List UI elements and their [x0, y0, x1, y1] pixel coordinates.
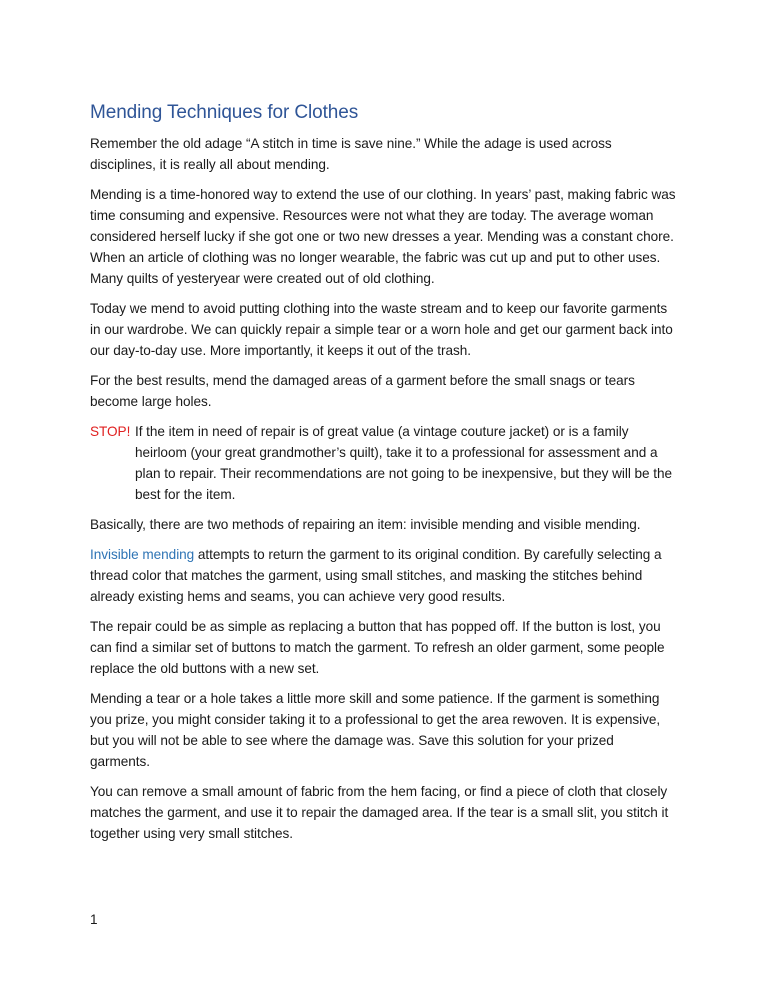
invisible-mending-term: Invisible mending — [90, 547, 195, 562]
stop-label: STOP! — [90, 424, 131, 439]
document-title: Mending Techniques for Clothes — [90, 102, 359, 123]
paragraph-best-results: For the best results, mend the damaged areas of a garment before the small snags or tears become large holes. — [90, 373, 635, 409]
paragraph-hem-facing: You can remove a small amount of fabric from the hem facing, or find a piece of cloth that closely matches the garment, and use it to repair the damaged area. If the tear is a small slit, you stitch it together using very small stitches. — [90, 784, 669, 841]
paragraph-tear-hole: Mending a tear or a hole takes a little more skill and some patience. If the garment is something you prize, you might consider taking it to a professional to get the area rewoven. It is expensive, but you will not be able to see where the damage was. Save this solution for your prized garments. — [90, 691, 661, 769]
paragraph-buttons: The repair could be as simple as replacing a button that has popped off. If the button is lost, you can find a similar set of buttons to match the garment. To refresh an older garment, some people replace the old buttons with a new set. — [90, 619, 665, 676]
stop-note — [90, 421, 676, 505]
paragraph-adage: Remember the old adage “A stitch in time is save nine.” While the adage is used across disciplines, it is really all about mending. — [90, 136, 612, 172]
paragraph-today: Today we mend to avoid putting clothing into the waste stream and to keep our favorite garments in our wardrobe. We can quickly repair a simple tear or a worn hole and get our garment back into our day-to-day use. More importantly, it keeps it out of the trash. — [90, 301, 673, 358]
stop-note-text: If the item in need of repair is of great value (a vintage couture jacket) or is a family heirloom (your great grandmother’s quilt), take it to a professional for assessment and a plan to repair. Their recommendations are not going to be inexpensive, but they will be the best for the item. — [135, 424, 673, 502]
page-number: 1 — [90, 912, 98, 927]
paragraph-history: Mending is a time-honored way to extend the use of our clothing. In years’ past, making fabric was time consuming and expensive. Resources were not what they are today. The average woman considered herself lucky if she got one or two new dresses a year. Mending was a constant chore. When an article of clothing was no longer wearable, the fabric was cut up and put to other uses. Many quilts of yesteryear were created out of old clothing. — [90, 187, 676, 286]
invisible-mending-text: attempts to return the garment to its original condition. By carefully selecting a thread color that matches the garment, using small stitches, and masking the stitches behind already existing hems and seams, you can achieve very good results. — [90, 547, 662, 604]
paragraph-invisible-mending — [90, 544, 676, 607]
document-page — [90, 100, 676, 853]
paragraph-methods-intro: Basically, there are two methods of repairing an item: invisible mending and visible mending. — [90, 517, 641, 532]
